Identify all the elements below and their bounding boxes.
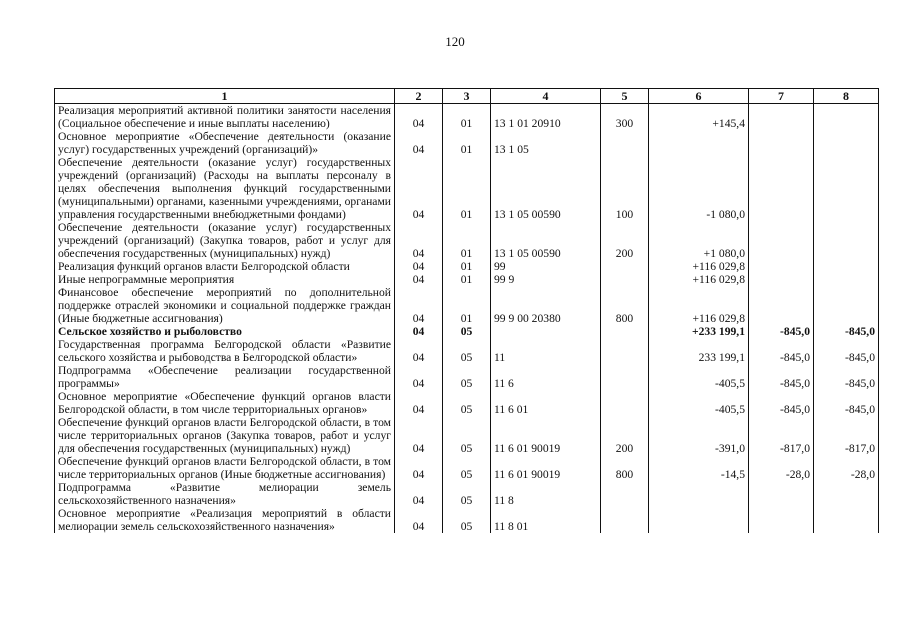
amount-col-8 (814, 481, 879, 507)
subsection-code: 05 (443, 325, 491, 338)
section-code: 04 (395, 416, 443, 455)
target-article-code: 11 6 01 (491, 390, 601, 416)
table-row (55, 156, 879, 221)
expense-type-code (601, 338, 649, 364)
section-code: 04 (395, 156, 443, 221)
table-row (55, 130, 879, 156)
expense-type-code (601, 481, 649, 507)
subsection-code: 01 (443, 260, 491, 273)
table-row (55, 221, 879, 260)
subsection-code: 05 (443, 416, 491, 455)
target-article-code: 99 (491, 260, 601, 273)
target-article-code: 13 1 05 (491, 130, 601, 156)
section-code: 04 (395, 338, 443, 364)
section-code: 04 (395, 104, 443, 131)
table-row (55, 286, 879, 325)
section-code: 04 (395, 481, 443, 507)
section-code: 04 (395, 221, 443, 260)
target-article-code: 11 6 01 90019 (491, 416, 601, 455)
amount-col-8: -28,0 (814, 455, 879, 481)
target-article-code: 13 1 05 00590 (491, 156, 601, 221)
section-code: 04 (395, 260, 443, 273)
target-article-code: 11 6 (491, 364, 601, 390)
column-header: 6 (649, 89, 749, 104)
section-code: 04 (395, 273, 443, 286)
amount-col-7: -28,0 (749, 455, 814, 481)
amount-col-6: +145,4 (649, 104, 749, 131)
column-header: 8 (814, 89, 879, 104)
expense-type-code (601, 325, 649, 338)
amount-col-8 (814, 221, 879, 260)
subsection-code: 01 (443, 130, 491, 156)
row-description: Основное мероприятие «Обеспечение деятельности (оказание услуг) государственных учреждений (организаций)» (55, 130, 395, 156)
section-code: 04 (395, 390, 443, 416)
row-description: Основное мероприятие «Реализация мероприятий в области мелиорации земель сельскохозяйственного назначения» (55, 507, 395, 533)
column-header: 5 (601, 89, 649, 104)
section-code: 04 (395, 364, 443, 390)
amount-col-6: +116 029,8 (649, 286, 749, 325)
amount-col-8 (814, 507, 879, 533)
subsection-code: 05 (443, 455, 491, 481)
amount-col-7 (749, 156, 814, 221)
budget-table (54, 88, 879, 533)
row-description: Иные непрограммные мероприятия (55, 273, 395, 286)
amount-col-7: -817,0 (749, 416, 814, 455)
amount-col-6: +233 199,1 (649, 325, 749, 338)
subsection-code: 05 (443, 338, 491, 364)
amount-col-7 (749, 286, 814, 325)
amount-col-8: -817,0 (814, 416, 879, 455)
table-row (55, 416, 879, 455)
row-description: Основное мероприятие «Обеспечение функций органов власти Белгородской области, в том числе территориальных органов» (55, 390, 395, 416)
subsection-code: 01 (443, 104, 491, 131)
target-article-code: 11 8 01 (491, 507, 601, 533)
subsection-code: 01 (443, 156, 491, 221)
subsection-code: 05 (443, 507, 491, 533)
target-article-code: 99 9 (491, 273, 601, 286)
header-row (55, 89, 879, 104)
amount-col-8 (814, 130, 879, 156)
table-row (55, 338, 879, 364)
amount-col-8: -845,0 (814, 364, 879, 390)
column-header: 2 (395, 89, 443, 104)
amount-col-7 (749, 104, 814, 131)
expense-type-code: 800 (601, 455, 649, 481)
section-code: 04 (395, 325, 443, 338)
row-description: Государственная программа Белгородской области «Развитие сельского хозяйства и рыбоводства в Белгородской области» (55, 338, 395, 364)
target-article-code (491, 325, 601, 338)
row-description: Реализация мероприятий активной политики занятости населения (Социальное обеспечение и иные выплаты населению) (55, 104, 395, 131)
amount-col-7: -845,0 (749, 325, 814, 338)
amount-col-8 (814, 260, 879, 273)
expense-type-code (601, 260, 649, 273)
expense-type-code: 200 (601, 221, 649, 260)
amount-col-8 (814, 156, 879, 221)
section-code: 04 (395, 455, 443, 481)
amount-col-7 (749, 507, 814, 533)
amount-col-6: +1 080,0 (649, 221, 749, 260)
amount-col-7 (749, 130, 814, 156)
expense-type-code: 100 (601, 156, 649, 221)
table-row (55, 364, 879, 390)
subsection-code: 05 (443, 390, 491, 416)
table-row (55, 455, 879, 481)
amount-col-6: 233 199,1 (649, 338, 749, 364)
table-row (55, 104, 879, 131)
amount-col-6: +116 029,8 (649, 273, 749, 286)
amount-col-7 (749, 481, 814, 507)
amount-col-7 (749, 221, 814, 260)
target-article-code: 13 1 05 00590 (491, 221, 601, 260)
row-description: Сельское хозяйство и рыболовство (55, 325, 395, 338)
row-description: Подпрограмма «Обеспечение реализации государственной программы» (55, 364, 395, 390)
target-article-code: 11 (491, 338, 601, 364)
table-row (55, 481, 879, 507)
amount-col-7 (749, 260, 814, 273)
table-row (55, 273, 879, 286)
amount-col-8: -845,0 (814, 390, 879, 416)
row-description: Обеспечение деятельности (оказание услуг) государственных учреждений (организаций) (Расходы на выплаты персоналу в целях обеспечения выполнения функций государственными (муниципальными) органами, казенными учреждениями, органами управления государственными внебюджетными фондами) (55, 156, 395, 221)
section-code: 04 (395, 130, 443, 156)
amount-col-7: -845,0 (749, 390, 814, 416)
amount-col-8 (814, 273, 879, 286)
amount-col-8: -845,0 (814, 338, 879, 364)
table-row (55, 390, 879, 416)
table-row (55, 325, 879, 338)
column-header: 1 (55, 89, 395, 104)
row-description: Подпрограмма «Развитие мелиорации земель сельскохозяйственного назначения» (55, 481, 395, 507)
amount-col-7: -845,0 (749, 338, 814, 364)
amount-col-6: -14,5 (649, 455, 749, 481)
row-description: Обеспечение деятельности (оказание услуг) государственных учреждений (организаций) (Закупка товаров, работ и услуг для обеспечения государственных (муниципальных) нужд) (55, 221, 395, 260)
amount-col-6 (649, 507, 749, 533)
table-row (55, 507, 879, 533)
row-description: Обеспечение функций органов власти Белгородской области, в том числе территориальных органов (Иные бюджетные ассигнования) (55, 455, 395, 481)
table-row (55, 260, 879, 273)
subsection-code: 01 (443, 273, 491, 286)
column-header: 3 (443, 89, 491, 104)
expense-type-code (601, 390, 649, 416)
row-description: Обеспечение функций органов власти Белгородской области, в том числе территориальных органов (Закупка товаров, работ и услуг для обеспечения государственных (муниципальных) нужд) (55, 416, 395, 455)
row-description: Реализация функций органов власти Белгородской области (55, 260, 395, 273)
amount-col-7: -845,0 (749, 364, 814, 390)
expense-type-code: 300 (601, 104, 649, 131)
row-description: Финансовое обеспечение мероприятий по дополнительной поддержке отраслей экономики и социальной поддержке граждан (Иные бюджетные ассигнования) (55, 286, 395, 325)
subsection-code: 01 (443, 286, 491, 325)
expense-type-code (601, 364, 649, 390)
column-header: 7 (749, 89, 814, 104)
amount-col-6: -1 080,0 (649, 156, 749, 221)
target-article-code: 99 9 00 20380 (491, 286, 601, 325)
amount-col-6: +116 029,8 (649, 260, 749, 273)
expense-type-code (601, 130, 649, 156)
subsection-code: 05 (443, 364, 491, 390)
target-article-code: 13 1 01 20910 (491, 104, 601, 131)
expense-type-code: 200 (601, 416, 649, 455)
amount-col-6 (649, 130, 749, 156)
amount-col-8 (814, 104, 879, 131)
column-header: 4 (491, 89, 601, 104)
subsection-code: 01 (443, 221, 491, 260)
amount-col-6 (649, 481, 749, 507)
amount-col-6: -391,0 (649, 416, 749, 455)
expense-type-code (601, 273, 649, 286)
amount-col-6: -405,5 (649, 390, 749, 416)
section-code: 04 (395, 286, 443, 325)
subsection-code: 05 (443, 481, 491, 507)
target-article-code: 11 8 (491, 481, 601, 507)
amount-col-7 (749, 273, 814, 286)
expense-type-code: 800 (601, 286, 649, 325)
amount-col-8 (814, 286, 879, 325)
amount-col-6: -405,5 (649, 364, 749, 390)
section-code: 04 (395, 507, 443, 533)
target-article-code: 11 6 01 90019 (491, 455, 601, 481)
expense-type-code (601, 507, 649, 533)
page-number: 120 (445, 34, 465, 49)
amount-col-8: -845,0 (814, 325, 879, 338)
